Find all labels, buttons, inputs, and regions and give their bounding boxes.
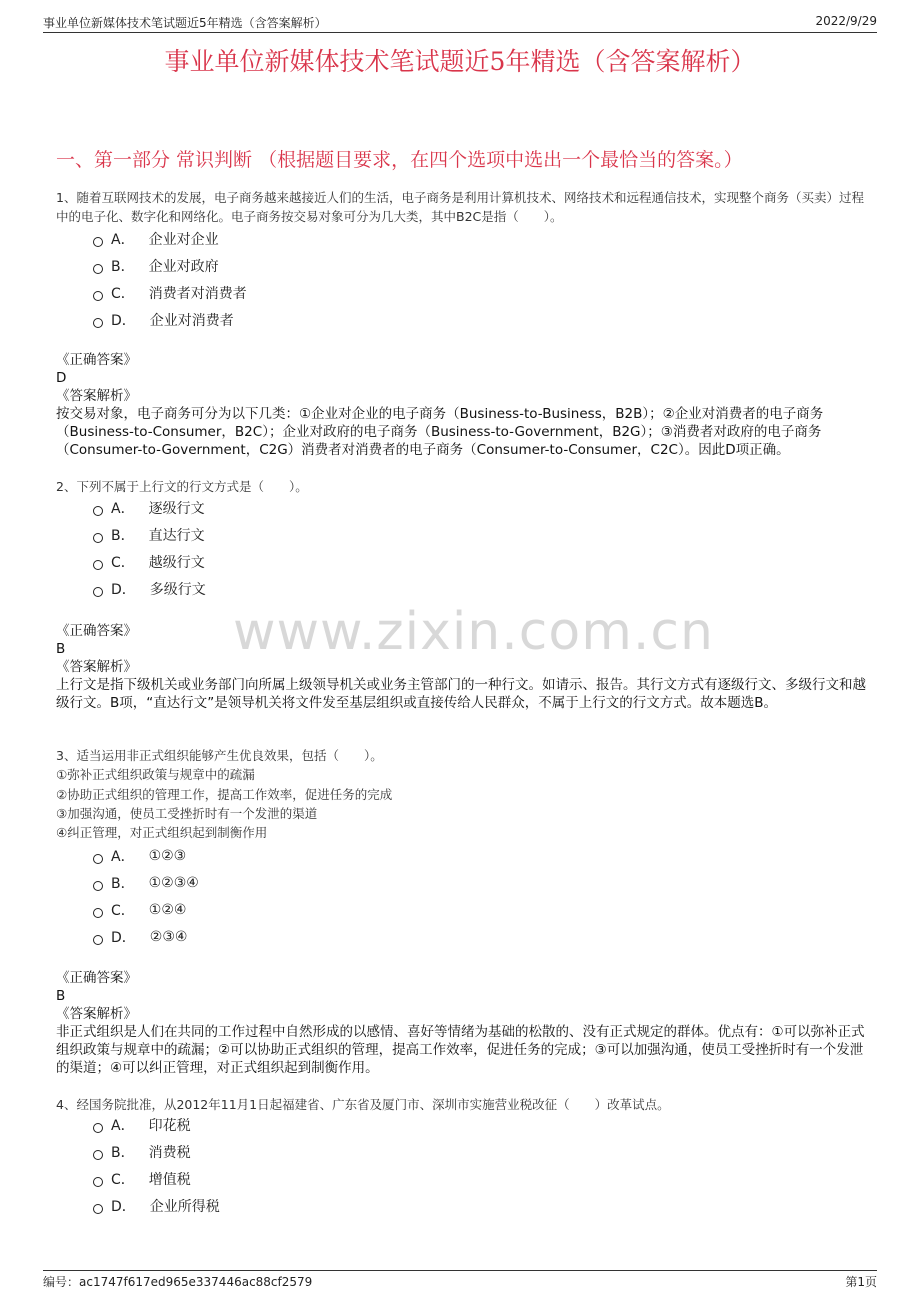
radio-icon[interactable] [93, 291, 103, 301]
section-heading: 一、第一部分 常识判断 （根据题目要求，在四个选项中选出一个最恰当的答案。） [56, 149, 743, 171]
question-2-answer-block [56, 622, 866, 712]
radio-icon[interactable] [93, 1177, 103, 1187]
option-c[interactable]: C． 越级行文 [93, 548, 206, 575]
option-b[interactable]: B． 直达行文 [93, 521, 206, 548]
radio-icon[interactable] [93, 318, 103, 328]
question-3-item-2: ②协助正式组织的管理工作，提高工作效率，促进任务的完成 [56, 787, 393, 802]
header-title: 事业单位新媒体技术笔试题近5年精选（含答案解析） [43, 16, 327, 30]
question-3-text: 3、适当运用非正式组织能够产生优良效果，包括（ ）。 [56, 748, 383, 763]
radio-icon[interactable] [93, 506, 103, 516]
radio-icon[interactable] [93, 560, 103, 570]
question-1-answer-block [56, 351, 866, 459]
watermark: www.zixin.com.cn [233, 602, 714, 662]
radio-icon[interactable] [93, 908, 103, 918]
header-date: 2022/9/29 [815, 14, 877, 28]
radio-icon[interactable] [93, 854, 103, 864]
answer-label: 《正确答案》 [56, 623, 137, 639]
radio-icon[interactable] [93, 237, 103, 247]
radio-icon[interactable] [93, 587, 103, 597]
question-4-options [93, 1111, 220, 1219]
option-b[interactable]: B． 消费税 [93, 1138, 220, 1165]
question-3-item-4: ④纠正管理，对正式组织起到制衡作用 [56, 825, 268, 840]
question-3-options [93, 842, 199, 950]
analysis-label: 《答案解析》 [56, 659, 137, 675]
analysis-text: 按交易对象，电子商务可分为以下几类：①企业对企业的电子商务（Business-to-Business，B2B）；②企业对消费者的电子商务（Business-to-Consumer，B2C）；企业对政府的电子商务（Business-to-Government，B2G）；③消费者对政府的电子商务（Consumer-to-Government，C2G）消费者对消费者的电子商务（Consumer-to-Consumer，C2C）。因此D项正确。 [56, 406, 824, 458]
radio-icon[interactable] [93, 533, 103, 543]
option-d[interactable]: D． 多级行文 [93, 575, 206, 602]
page-header [43, 14, 877, 33]
radio-icon[interactable] [93, 264, 103, 274]
question-3-answer-block [56, 969, 866, 1077]
document-title: 事业单位新媒体技术笔试题近5年精选（含答案解析） [164, 47, 756, 76]
option-d[interactable]: D． 企业对消费者 [93, 306, 247, 333]
question-4-text: 4、经国务院批准，从2012年11月1日起福建省、广东省及厦门市、深圳市实施营业税改征（ ）改革试点。 [56, 1097, 670, 1112]
question-2-options [93, 494, 206, 602]
option-c[interactable]: C． 消费者对消费者 [93, 279, 247, 306]
option-d[interactable]: D． ②③④ [93, 923, 199, 950]
radio-icon[interactable] [93, 1123, 103, 1133]
answer-value: D [56, 370, 67, 386]
question-1-text: 1、随着互联网技术的发展，电子商务越来越接近人们的生活，电子商务是利用计算机技术、网络技术和远程通信技术，实现整个商务（买卖）过程中的电子化、数字化和网络化。电子商务按交易对象可分为几大类，其中B2C是指（ ）。 [56, 190, 864, 224]
option-c[interactable]: C． ①②④ [93, 896, 199, 923]
option-b[interactable]: B． ①②③④ [93, 869, 199, 896]
question-1-options [93, 225, 247, 333]
analysis-text: 上行文是指下级机关或业务部门向所属上级领导机关或业务主管部门的一种行文。如请示、报告。其行文方式有逐级行文、多级行文和越级行文。B项，“直达行文”是领导机关将文件发至基层组织或直接传给人民群众，不属于上行文的行文方式。故本题选B。 [56, 677, 866, 711]
answer-label: 《正确答案》 [56, 352, 137, 368]
question-2-text: 2、下列不属于上行文的行文方式是（ ）。 [56, 479, 308, 494]
answer-value: B [56, 641, 66, 657]
option-d[interactable]: D． 企业所得税 [93, 1192, 220, 1219]
radio-icon[interactable] [93, 1150, 103, 1160]
option-c[interactable]: C． 增值税 [93, 1165, 220, 1192]
page-footer [43, 1270, 877, 1289]
option-a[interactable]: A． ①②③ [93, 842, 199, 869]
radio-icon[interactable] [93, 935, 103, 945]
document-id: 编号：ac1747f617ed965e337446ac88cf2579 [43, 1275, 313, 1289]
question-3-item-3: ③加强沟通，使员工受挫折时有一个发泄的渠道 [56, 806, 318, 821]
option-a[interactable]: A． 企业对企业 [93, 225, 247, 252]
option-b[interactable]: B． 企业对政府 [93, 252, 247, 279]
analysis-label: 《答案解析》 [56, 1006, 137, 1022]
option-a[interactable]: A． 逐级行文 [93, 494, 206, 521]
analysis-label: 《答案解析》 [56, 388, 137, 404]
analysis-text: 非正式组织是人们在共同的工作过程中自然形成的以感情、喜好等情绪为基础的松散的、没有正式规定的群体。优点有：①可以弥补正式组织政策与规章中的疏漏；②可以协助正式组织的管理，提高工作效率，促进任务的完成；③可以加强沟通，使员工受挫折时有一个发泄的渠道；④可以纠正管理，对正式组织起到制衡作用。 [56, 1024, 865, 1076]
answer-label: 《正确答案》 [56, 970, 137, 986]
radio-icon[interactable] [93, 1204, 103, 1214]
answer-value: B [56, 988, 66, 1004]
question-3-item-1: ①弥补正式组织政策与规章中的疏漏 [56, 767, 255, 782]
radio-icon[interactable] [93, 881, 103, 891]
page-number: 第1页 [845, 1275, 877, 1289]
option-a[interactable]: A． 印花税 [93, 1111, 220, 1138]
